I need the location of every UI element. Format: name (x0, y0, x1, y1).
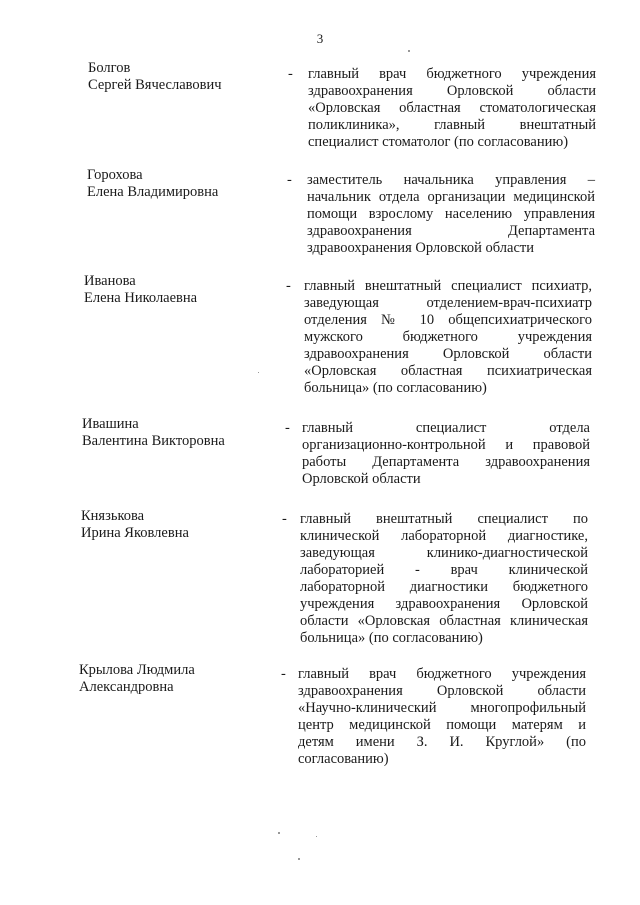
position-line: здравоохранения Орловской области (304, 346, 592, 362)
member-position (308, 66, 596, 151)
member-given-names: Елена Николаевна (84, 290, 198, 306)
member-name (81, 508, 189, 542)
member-position (307, 172, 595, 257)
member-surname: Крылова Людмила (79, 662, 195, 678)
member-given-names: Сергей Вячеславович (88, 77, 222, 93)
member-surname: Горохова (87, 167, 143, 183)
separator-dash: - (282, 511, 287, 527)
separator-dash: - (287, 172, 292, 188)
position-line: отделения № 10 общепсихиатрического (304, 312, 592, 328)
member-surname: Ивашина (82, 416, 139, 432)
position-line: заведующая клинико-диагностической (300, 545, 588, 561)
member-position (302, 420, 590, 488)
position-line: главный врач бюджетного учреждения (298, 666, 586, 682)
position-line: «Орловская областная стоматологическая (308, 100, 596, 116)
position-line: специалист стоматолог (по согласованию) (308, 134, 569, 150)
position-line: заведующая отделением-врач-психиатр (304, 295, 592, 311)
scan-speck (408, 50, 410, 52)
member-surname: Князькова (81, 508, 145, 524)
position-line: лабораторной диагностики бюджетного (300, 579, 588, 595)
scan-speck (298, 858, 300, 860)
member-surname: Иванова (84, 273, 136, 289)
scan-speck (316, 836, 317, 837)
position-line: клинической лабораторной диагностике, (300, 528, 588, 544)
member-name (82, 416, 225, 450)
member-given-names: Александровна (79, 679, 174, 695)
position-line: Орловской области (302, 471, 421, 487)
separator-dash: - (281, 666, 286, 682)
position-line: здравоохранения Орловской области (307, 240, 534, 256)
position-line: области «Орловская областная клиническая (300, 613, 588, 629)
position-line: главный специалист отдела (302, 420, 590, 436)
position-line: заместитель начальника управления – (307, 172, 595, 188)
separator-dash: - (286, 278, 291, 294)
position-line: организационно-контрольной и правовой (302, 437, 590, 453)
position-line: детям имени З. И. Круглой» (по (298, 734, 586, 750)
position-line: больница» (по согласованию) (304, 380, 487, 396)
member-name (84, 273, 197, 307)
position-line: здравоохранения Орловской области (308, 83, 596, 99)
scan-speck (258, 372, 259, 373)
member-given-names: Елена Владимировна (87, 184, 219, 200)
position-line: мужского бюджетного учреждения (304, 329, 592, 345)
position-line: учреждения здравоохранения Орловской (300, 596, 588, 612)
position-line: помощи взрослому населению управления (307, 206, 595, 222)
position-line: больница» (по согласованию) (300, 630, 483, 646)
separator-dash: - (285, 420, 290, 436)
member-surname: Болгов (88, 60, 131, 76)
member-given-names: Валентина Викторовна (82, 433, 225, 449)
position-line: лабораторией - врач клинической (300, 562, 588, 578)
scan-speck (278, 832, 280, 834)
position-line: главный внештатный специалист психиатр, (304, 278, 592, 294)
member-name (79, 662, 195, 696)
position-line: главный внештатный специалист по (300, 511, 588, 527)
position-line: здравоохранения Орловской области (298, 683, 586, 699)
position-line: работы Департамента здравоохранения (302, 454, 590, 470)
member-name (87, 167, 218, 201)
member-given-names: Ирина Яковлевна (81, 525, 189, 541)
member-name (88, 60, 222, 94)
member-position (298, 666, 586, 768)
position-line: «Научно-клинический многопрофильный (298, 700, 586, 716)
member-position (304, 278, 592, 397)
position-line: главный врач бюджетного учреждения (308, 66, 596, 82)
position-line: здравоохранения Департамента (307, 223, 595, 239)
position-line: согласованию) (298, 751, 389, 767)
position-line: поликлиника», главный внештатный (308, 117, 596, 133)
member-position (300, 511, 588, 647)
separator-dash: - (288, 66, 293, 82)
page-number: 3 (316, 31, 324, 46)
position-line: начальник отдела организации медицинской (307, 189, 595, 205)
position-line: «Орловская областная психиатрическая (304, 363, 592, 379)
position-line: центр медицинской помощи матерям и (298, 717, 586, 733)
